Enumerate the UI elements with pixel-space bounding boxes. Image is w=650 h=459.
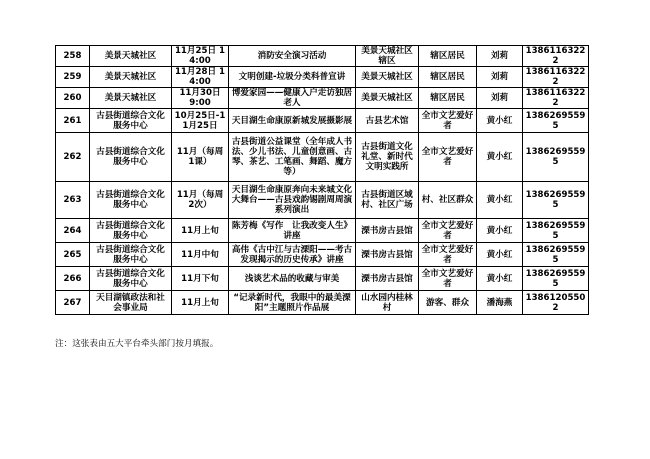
phone-cell: 13861163222: [523, 46, 589, 67]
time-cell: 11月中旬: [172, 243, 229, 267]
organizer-cell: 古县街道综合文化服务中心: [90, 133, 172, 182]
table-row: [56, 109, 589, 133]
time-cell: 11月（每周1课）: [172, 133, 229, 182]
table-body: [56, 46, 589, 315]
table-row: [56, 133, 589, 182]
phone-cell: 13862695595: [523, 182, 589, 219]
table-row: [56, 291, 589, 315]
contact-cell: 刘莉: [477, 67, 523, 88]
time-cell: 11月（每周2次）: [172, 182, 229, 219]
audience-cell: 村、社区群众: [419, 182, 477, 219]
organizer-cell: 美景天城社区: [90, 88, 172, 109]
activity-title-cell: 博爱家园——健康入户走访独居老人: [229, 88, 356, 109]
venue-cell: 美景天城社区辖区: [356, 46, 419, 67]
venue-cell: 溧书房古县馆: [356, 219, 419, 243]
organizer-cell: 美景天城社区: [90, 67, 172, 88]
venue-cell: 溧书房古县馆: [356, 267, 419, 291]
contact-cell: 潘海燕: [477, 291, 523, 315]
venue-cell: 美景天城社区: [356, 67, 419, 88]
venue-cell: 溧书房古县馆: [356, 243, 419, 267]
audience-cell: 全市文艺爱好者: [419, 133, 477, 182]
row-number: 261: [56, 109, 90, 133]
events-table: [55, 45, 589, 315]
venue-cell: 美景天城社区: [356, 88, 419, 109]
audience-cell: 辖区居民: [419, 67, 477, 88]
contact-cell: 黄小红: [477, 243, 523, 267]
contact-cell: 黄小红: [477, 219, 523, 243]
time-cell: 11月25日 14:00: [172, 46, 229, 67]
organizer-cell: 古县街道综合文化服务中心: [90, 243, 172, 267]
time-cell: 11月下旬: [172, 267, 229, 291]
audience-cell: 辖区居民: [419, 88, 477, 109]
table-row: [56, 88, 589, 109]
audience-cell: 全市文艺爱好者: [419, 109, 477, 133]
activity-title-cell: 天目湖生命康原新城发展摄影展: [229, 109, 356, 133]
phone-cell: 13861205502: [523, 291, 589, 315]
venue-cell: 山水园内桂林村: [356, 291, 419, 315]
row-number: 266: [56, 267, 90, 291]
row-number: 259: [56, 67, 90, 88]
activity-title-cell: 古县街道公益课堂（全年成人书法、少儿书法、儿童创意画、古琴、茶艺、工笔画、舞蹈、魔方等）: [229, 133, 356, 182]
row-number: 264: [56, 219, 90, 243]
time-cell: 11月上旬: [172, 219, 229, 243]
phone-cell: 13862695595: [523, 109, 589, 133]
audience-cell: 全市文艺爱好者: [419, 267, 477, 291]
organizer-cell: 古县街道综合文化服务中心: [90, 109, 172, 133]
venue-cell: 古县艺术馆: [356, 109, 419, 133]
activity-title-cell: 高伟《古中江与古溧阳——考古发现揭示的历史传承》讲座: [229, 243, 356, 267]
row-number: 267: [56, 291, 90, 315]
table-row: [56, 67, 589, 88]
row-number: 262: [56, 133, 90, 182]
footnote: 注：这张表由五大平台牵头部门按月填报。: [55, 339, 219, 349]
activity-title-cell: 文明创建-垃圾分类科普宣讲: [229, 67, 356, 88]
activity-title-cell: 陈芳梅《写作 让我改变人生》讲座: [229, 219, 356, 243]
activity-title-cell: 浅谈艺术品的收藏与审美: [229, 267, 356, 291]
audience-cell: 全市文艺爱好者: [419, 219, 477, 243]
activity-title-cell: “记录新时代，我眼中的最美溧阳”主题照片作品展: [229, 291, 356, 315]
phone-cell: 13862695595: [523, 267, 589, 291]
row-number: 263: [56, 182, 90, 219]
row-number: 265: [56, 243, 90, 267]
events-sheet: [55, 45, 589, 315]
contact-cell: 黄小红: [477, 182, 523, 219]
table-row: [56, 46, 589, 67]
contact-cell: 黄小红: [477, 109, 523, 133]
organizer-cell: 古县街道综合文化服务中心: [90, 219, 172, 243]
venue-cell: 古县街道区域村、社区广场: [356, 182, 419, 219]
phone-cell: 13861163222: [523, 88, 589, 109]
phone-cell: 13862695595: [523, 133, 589, 182]
organizer-cell: 古县街道综合文化服务中心: [90, 182, 172, 219]
row-number: 258: [56, 46, 90, 67]
organizer-cell: 古县街道综合文化服务中心: [90, 267, 172, 291]
contact-cell: 黄小红: [477, 267, 523, 291]
audience-cell: 辖区居民: [419, 46, 477, 67]
activity-title-cell: 消防安全演习活动: [229, 46, 356, 67]
table-row: [56, 243, 589, 267]
contact-cell: 刘莉: [477, 88, 523, 109]
venue-cell: 古县街道文化礼堂、新时代文明实践所: [356, 133, 419, 182]
contact-cell: 黄小红: [477, 133, 523, 182]
organizer-cell: 美景天城社区: [90, 46, 172, 67]
contact-cell: 刘莉: [477, 46, 523, 67]
table-row: [56, 267, 589, 291]
audience-cell: 全市文艺爱好者: [419, 243, 477, 267]
time-cell: 11月30日 9:00: [172, 88, 229, 109]
phone-cell: 13861163222: [523, 67, 589, 88]
table-row: [56, 182, 589, 219]
time-cell: 11月上旬: [172, 291, 229, 315]
time-cell: 11月28日 14:00: [172, 67, 229, 88]
organizer-cell: 天目湖镇政法和社会事业局: [90, 291, 172, 315]
row-number: 260: [56, 88, 90, 109]
phone-cell: 13862695595: [523, 219, 589, 243]
time-cell: 10月25日-11月25日: [172, 109, 229, 133]
activity-title-cell: 天目湖生命康原奔向未来城文化大舞台——古县戏韵锡剧周周演系列演出: [229, 182, 356, 219]
phone-cell: 13862695595: [523, 243, 589, 267]
table-row: [56, 219, 589, 243]
audience-cell: 游客、群众: [419, 291, 477, 315]
